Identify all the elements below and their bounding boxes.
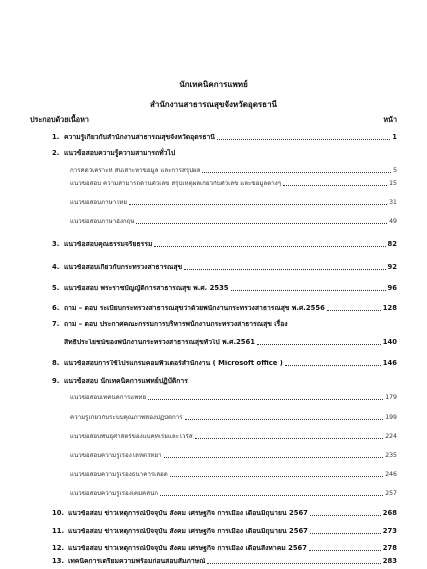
entry-number: 6. [52,304,60,312]
toc-entry[interactable] [52,360,397,367]
leader-dots [257,344,381,345]
leader-dots [136,223,387,224]
entry-title: แนวข้อสอบความรู้ความสามารถทั่วไป [64,149,176,157]
entry-page: 128 [382,304,397,312]
entry-page: 49 [389,218,397,225]
entry-number: 12. [52,544,65,552]
leader-dots [129,204,387,205]
entry-page: 224 [385,433,397,440]
entry-title: แนวข้อสอบความรู้เรื่องธนาคารเลือด [70,472,168,478]
entry-title: แนวข้อสอบความรู้เรื่องโลหิตวิทยา [70,453,162,459]
entry-page: 96 [387,284,397,292]
leader-dots [185,419,384,420]
toc-entry[interactable] [52,147,175,158]
leader-dots [217,139,390,140]
entry-page: 235 [385,452,397,459]
toc-subentry[interactable] [70,168,397,174]
entry-title: ความรู้เกี่ยวกับระบบคุณภาพห้องปฏิบัติการ [70,415,183,421]
entry-number: 5. [52,284,60,292]
entry-page: 31 [389,199,397,206]
entry-title: เทคนิคการเตรียมความพร้อมก่อนสอบสัมภาษณ์ [68,558,206,565]
leader-dots [327,310,381,311]
toc-subentry[interactable] [70,472,397,478]
toc-subentry[interactable] [70,491,397,497]
toc-entry[interactable] [52,558,397,565]
leader-dots [310,533,381,534]
leader-dots [164,457,384,458]
entry-title: การคิดวิเคราะห์ สืบเสาะหาข้อมูล และการสรุปผล [70,168,201,174]
toc-entry[interactable] [52,241,397,248]
leader-dots [202,172,391,173]
entry-title: แนวข้อสอบ นักเทคนิคการแพทย์ปฏิบัติการ [64,377,188,385]
entry-page: 199 [385,414,397,421]
entry-page: 92 [387,263,397,271]
entry-number: 9. [52,377,60,385]
entry-title: ถาม – ตอบ ระเบียบกระทรวงสาธารณสุขว่าด้วยพนักงานกระทรวงสาธารณสุข พ.ศ.2556 [64,305,325,312]
entry-number: 7. [52,320,60,328]
leader-dots [309,550,381,551]
entry-title: แนวข้อสอบพันธุศาสตร์ของแบคทีเรียและไวรัส [70,434,193,440]
entry-page: 246 [385,471,397,478]
toc-subentry[interactable] [70,453,397,459]
toc-subentry[interactable] [70,395,397,401]
entry-page: 146 [382,359,397,367]
toc-subentry[interactable] [70,200,397,206]
toc-entry[interactable] [52,510,397,517]
entry-number: 11. [52,527,65,535]
entry-title: แนวข้อสอบ ข่าวเหตุการณ์ปัจจุบัน สังคม เศรษฐกิจ การเมือง เดือนมิถุนายน 2567 [68,510,308,517]
leader-dots [231,290,386,291]
page-title: นักเทคนิคการแพทย์ [179,80,248,89]
entry-number: 2. [52,149,60,157]
contents-heading: ประกอบด้วยเนื้อหา [30,115,89,124]
entry-page: 283 [382,557,397,565]
leader-dots [170,476,383,477]
entry-title: แนวข้อสอบ พระราชบัญญัติการสาธารณสุข พ.ศ. 2535 [64,285,229,292]
toc-entry[interactable] [52,305,397,312]
entry-title: แนวข้อสอบภาษาอังกฤษ [70,219,135,225]
entry-page: 179 [385,394,397,401]
toc-entry[interactable] [52,375,188,386]
entry-title: ถาม – ตอบ ประกาศคณะกรรมการบริหารพนักงานกระทรวงสาธารณสุข เรื่อง [64,320,288,328]
leader-dots [154,246,385,247]
entry-number: 1. [52,133,60,141]
entry-number: 8. [52,359,60,367]
entry-title: สิทธิประโยชน์ของพนักงานกระทรวงสาธารณสุขทั่วไป พ.ศ.2561 [64,339,255,346]
entry-page: 5 [393,167,397,174]
leader-dots [285,365,381,366]
entry-title: แนวข้อสอบเกี่ยวกับกระทรวงสาธารณสุข [64,264,183,271]
entry-title: แนวข้อสอบความรู้เรื่องเคมีคลินิก [70,491,158,497]
entry-number: 4. [52,263,60,271]
entry-title: แนวข้อสอบ ข่าวเหตุการณ์ปัจจุบัน สังคม เศรษฐกิจ การเมือง เดือนมิถุนายน 2567 [68,528,308,535]
entry-title: แนวข้อสอบคุณธรรมจริยธรรม [64,241,153,248]
toc-entry[interactable] [52,285,397,292]
leader-dots [148,399,383,400]
toc-subentry[interactable] [70,415,397,421]
entry-title: ความรู้เกี่ยวกับสำนักงานสาธารณสุขจังหวัดอุดรธานี [64,134,215,141]
leader-dots [207,563,380,564]
entry-title: แนวข้อสอบภาษาไทย [70,200,127,206]
entry-page: 278 [382,544,397,552]
leader-dots [310,515,381,516]
entry-page: 257 [385,490,397,497]
page-column-heading: หน้า [383,115,397,124]
entry-page: 273 [382,527,397,535]
toc-entry[interactable] [52,528,397,535]
toc-entry[interactable] [52,264,397,271]
leader-dots [283,185,387,186]
leader-dots [160,495,383,496]
toc-subentry[interactable] [70,434,397,440]
toc-subentry[interactable] [70,181,397,187]
entry-page: 82 [387,240,397,248]
entry-title: แนวข้อสอบการใช้โปรแกรมคอมพิวเตอร์สำนักงาน ( Microsoft office ) [64,360,283,367]
entry-page: 268 [382,509,397,517]
toc-entry[interactable] [52,545,397,552]
toc-subentry[interactable] [70,219,397,225]
entry-number: 13. [52,557,65,565]
toc-entry[interactable] [52,318,288,329]
entry-title: แนวข้อสอบเทคนิคการแพทย์ [70,395,147,401]
entry-title: แนวข้อสอบ ข่าวเหตุการณ์ปัจจุบัน สังคม เศรษฐกิจ การเมือง เดือนสิงหาคม 2567 [68,545,308,552]
entry-page: 1 [392,133,397,141]
page-subtitle: สำนักงานสาธารณสุขจังหวัดอุดรธานี [149,100,278,109]
entry-number: 3. [52,240,60,248]
leader-dots [195,438,384,439]
entry-number: 10. [52,509,65,517]
entry-title: แนวข้อสอบ ความสามารถด้านตัวเลข สรุปเหตุผลเกี่ยวกับตัวเลข และข้อมูลต่างๆ [70,181,282,187]
leader-dots [184,269,385,270]
toc-entry[interactable] [52,134,397,141]
entry-page: 15 [389,180,397,187]
toc-entry-continued[interactable] [64,339,397,346]
entry-page: 140 [382,338,397,346]
